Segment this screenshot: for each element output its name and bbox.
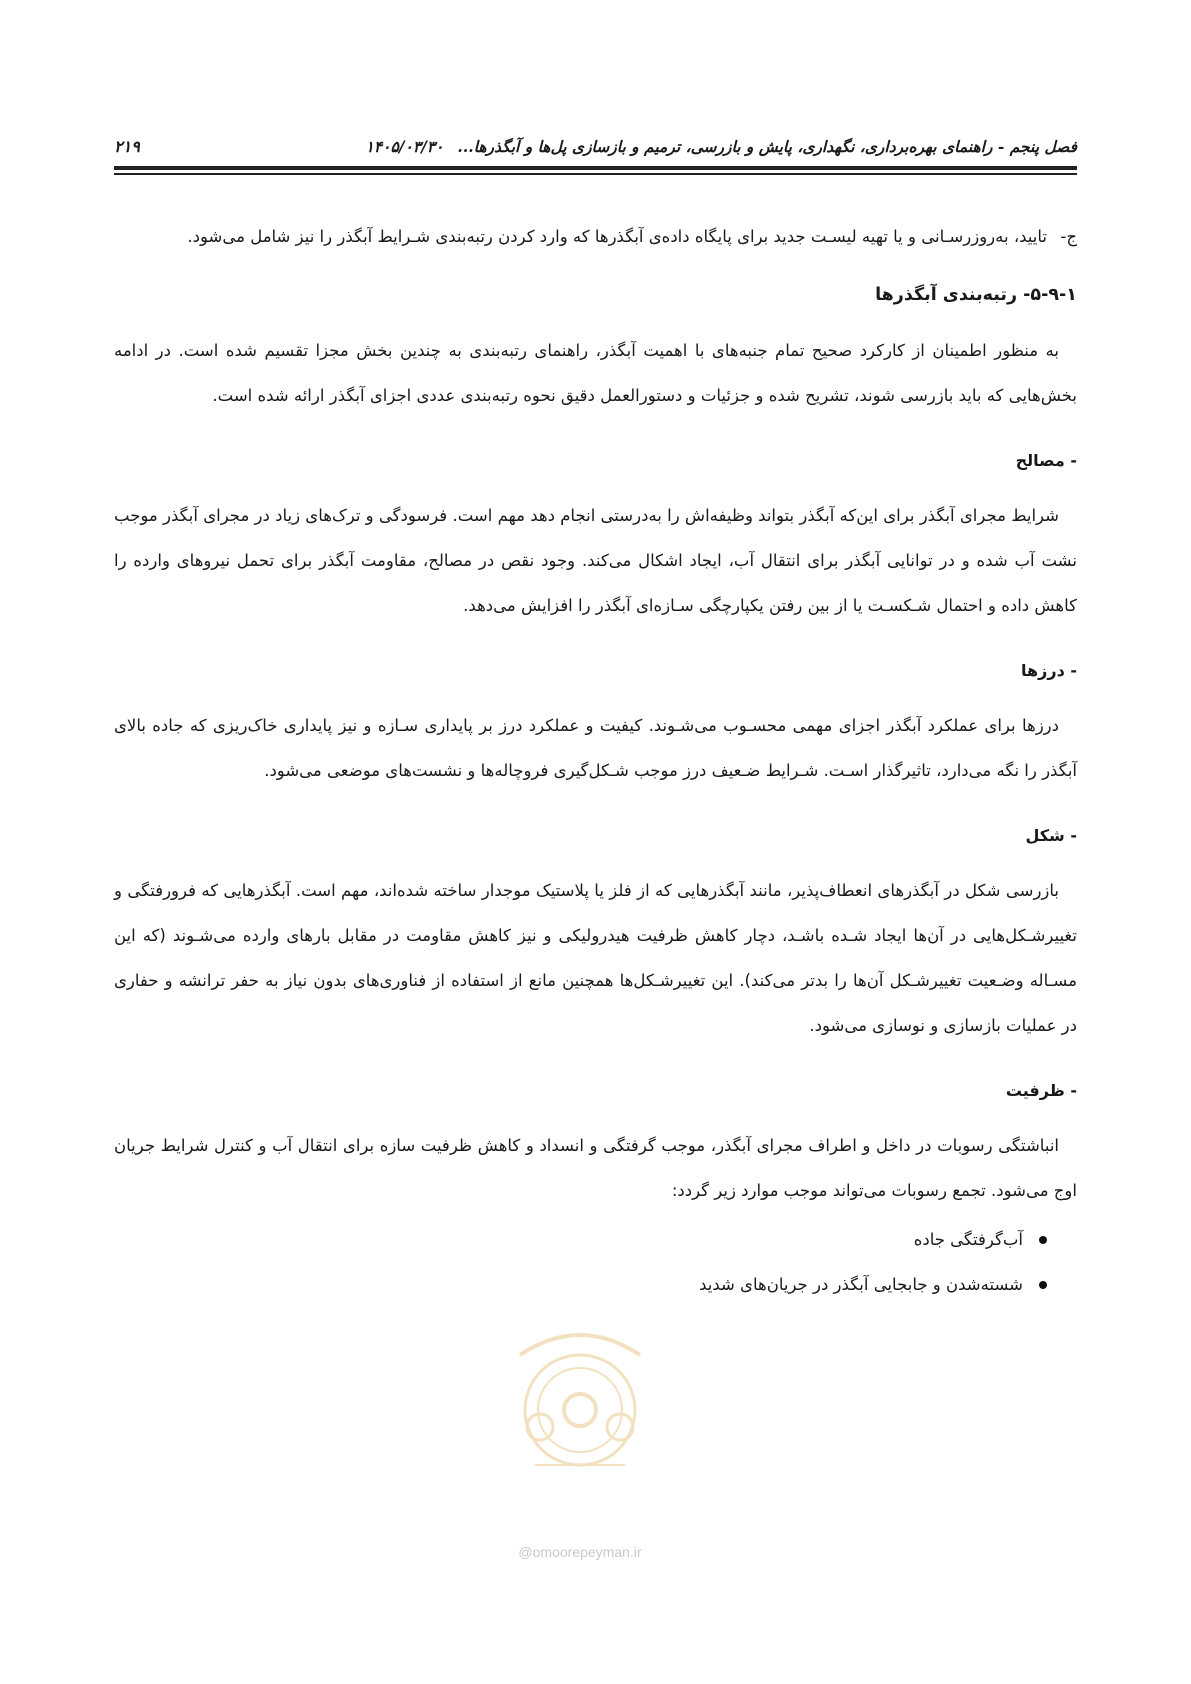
list-item-c bbox=[114, 214, 1077, 259]
shape-heading: - شکل bbox=[1025, 826, 1077, 845]
page-number: ۲۱۹ bbox=[114, 136, 140, 156]
shape-paragraph: بازرسی شکل در آبگذرهای انعطاف‌پذیر، مانند آبگذرهایی که از فلز یا پلاستیک موجدار ساخته شده‌اند، مهم است. آبگذرهایی که فرورفتگی و تغییرشـکل‌هایی در آن‌ها ایجاد شـده باشـد، دچار کاهش ظرفیت هیدرولیکی و نیز کاهش مقاومت در مقابل بارهای وارده می‌شـوند (که این مسـاله وضـعیت تغییرشـکل آن‌ها را بدتر می‌کند). این تغییرشـکل‌ها همچنین مانع از استفاده از فناوری‌های بدون نیاز به حفر ترانشه و حفاری در عملیات بازسازی و نوسازی می‌شود. bbox=[114, 881, 1077, 1035]
materials-paragraph: شرایط مجرای آبگذر برای این‌که آبگذر بتواند وظیفه‌اش را به‌درستی انجام دهد مهم است. فرسودگی و ترک‌های زیاد در مجرای آبگذر موجب نشت آب شده و در توانایی آبگذر برای انتقال آب، ایجاد اشکال می‌کند. وجود نقص در مصالح، مقاومت آبگذر برای تحمل نیروهای وارده را کاهش داده و احتمال شـکسـت یا از بین رفتن یکپارچگی سـازه‌ای آبگذر را افزایش می‌دهد. bbox=[114, 506, 1077, 615]
bullet-item bbox=[114, 1262, 1047, 1307]
watermark-logo-icon bbox=[480, 1315, 680, 1480]
bullet-text: شسته‌شدن و جابجایی آبگذر در جریان‌های شدید bbox=[699, 1275, 1023, 1294]
header-date: ۱۴۰۵/۰۳/۳۰ bbox=[365, 136, 444, 156]
header-title-group bbox=[365, 137, 1077, 156]
joints-paragraph: درزها برای عملکرد آبگذر اجزای مهمی محسـوب می‌شـوند. کیفیت و عملکرد درز بر پایداری سـازه و نیز پایداری خاک‌ریزی که جاده بالای آبگذر را نگه می‌دارد، تاثیرگذار اسـت. شـرایط ضـعیف درز موجب شـکل‌گیری فروچاله‌ها و نشست‌های موضعی می‌شود. bbox=[114, 716, 1077, 780]
materials-heading: - مصالح bbox=[1015, 451, 1077, 470]
bullet-item bbox=[114, 1217, 1047, 1262]
header-rule-thick bbox=[114, 166, 1077, 170]
capacity-heading: - ظرفیت bbox=[1005, 1081, 1077, 1100]
capacity-paragraph: انباشتگی رسوبات در داخل و اطراف مجرای آبگذر، موجب گرفتگی و انسداد و کاهش ظرفیت سازه برای انتقال آب و کنترل شرایط جریان اوج می‌شود. تجمع رسوبات می‌تواند موجب موارد زیر گردد: bbox=[114, 1136, 1077, 1200]
section-title: ۵-۹-۱- رتبه‌بندی آبگذرها bbox=[875, 285, 1077, 305]
header-title: فصل پنجم - راهنمای بهره‌برداری، نگهداری، پایش و بازرسی، ترمیم و بازسازی پل‌ها و آبگذرها... bbox=[457, 136, 1077, 156]
bullet-text: آب‌گرفتگی جاده bbox=[913, 1230, 1023, 1249]
page-header bbox=[114, 128, 1077, 164]
joints-heading: - درزها bbox=[1021, 661, 1077, 680]
document-body bbox=[114, 214, 1077, 1307]
bullet-icon bbox=[1039, 1281, 1047, 1289]
bullet-icon bbox=[1039, 1236, 1047, 1244]
capacity-bullet-list bbox=[114, 1217, 1077, 1307]
section-intro-paragraph: به منظور اطمینان از کارکرد صحیح تمام جنبه‌های با اهمیت آبگذر، راهنمای رتبه‌بندی به چندین بخش مجزا تقسیم شده است. در ادامه بخش‌هایی که باید بازرسی شوند، تشریح شده و جزئیات و دستورالعمل دقیق نحوه رتبه‌بندی عددی اجزای آبگذر ارائه شده است. bbox=[114, 341, 1077, 405]
header-rule-thin bbox=[114, 173, 1077, 175]
list-item-text: تایید، به‌روزرسـانی و یا تهیه لیسـت جدید برای پایگاه داده‌ی آبگذرها که وارد کردن رتبه‌بندی شـرایط آبگذر را نیز شامل می‌شود. bbox=[187, 227, 1047, 246]
watermark-text: @omoorepeyman.ir bbox=[518, 1544, 642, 1560]
list-item-marker: ج- bbox=[1060, 227, 1077, 246]
